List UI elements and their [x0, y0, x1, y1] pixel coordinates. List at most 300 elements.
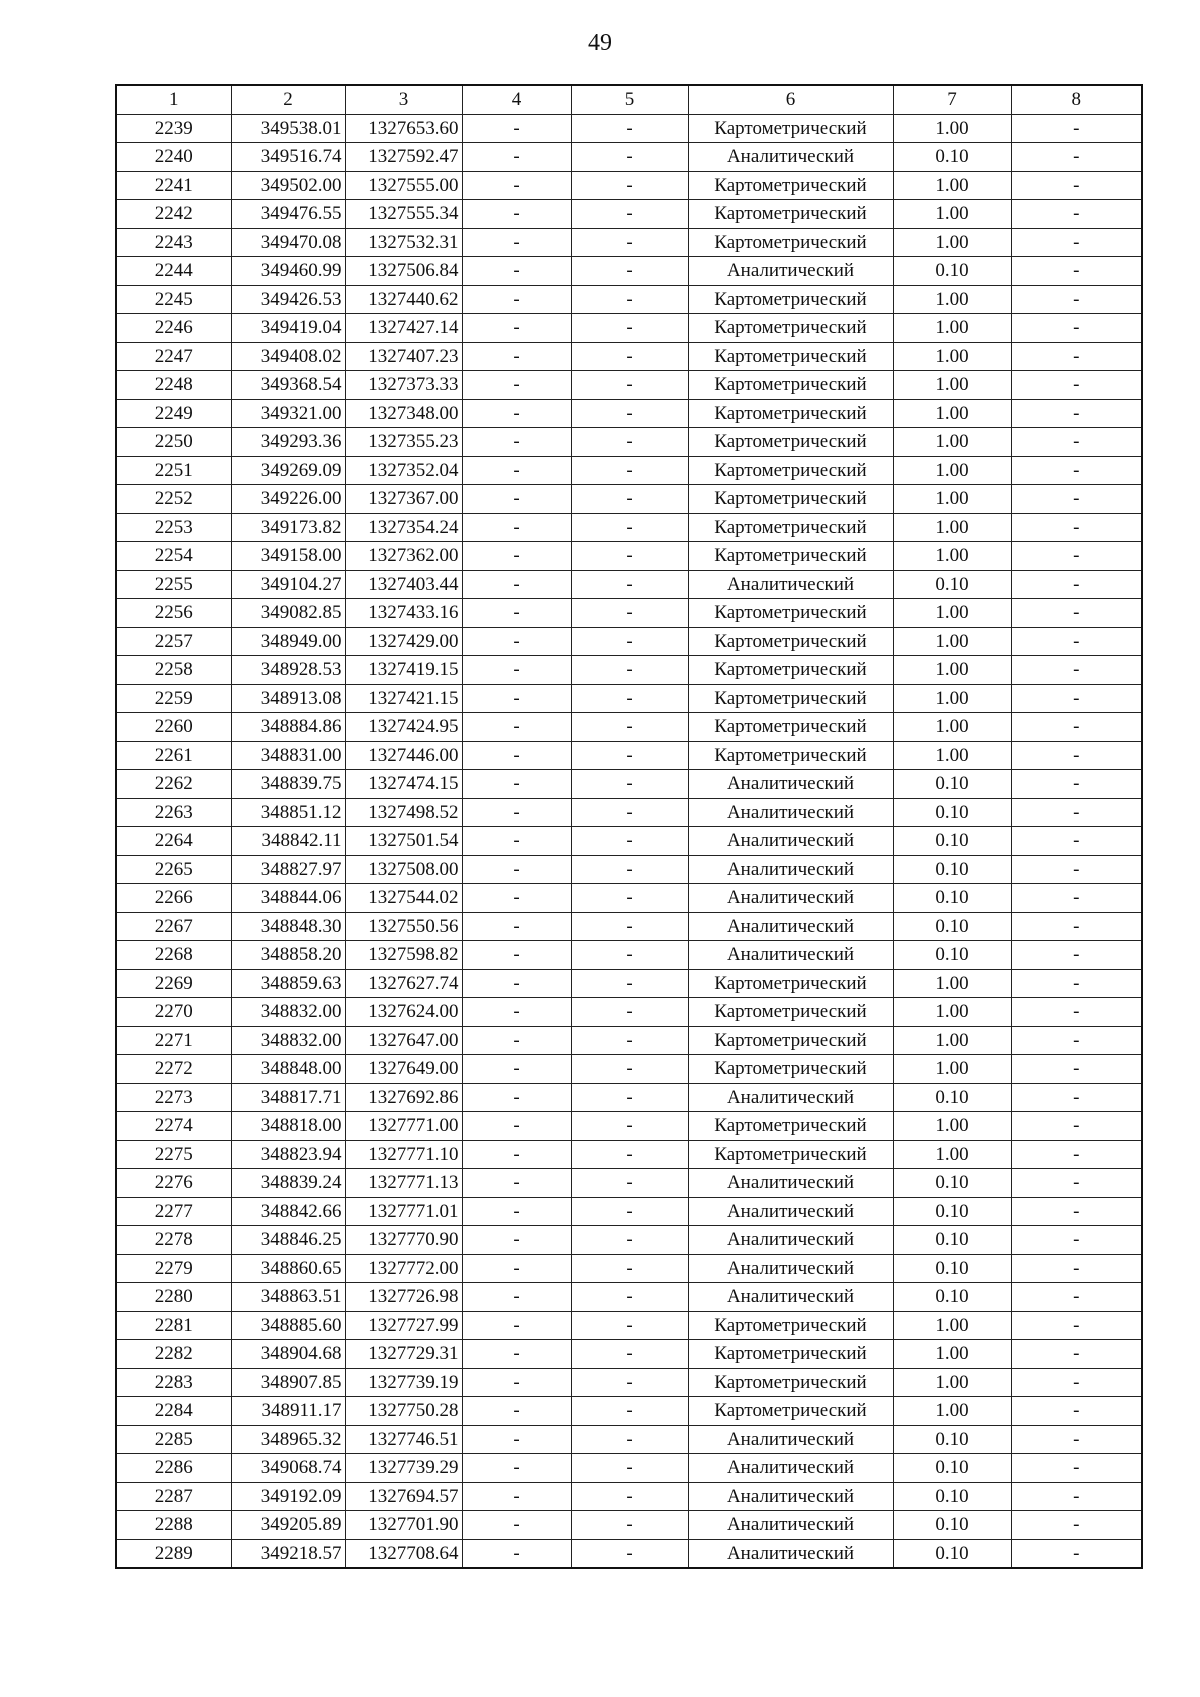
cell-coord-y: 1327701.90 [345, 1511, 462, 1540]
cell-method: Аналитический [688, 1197, 893, 1226]
cell-col-4: - [462, 827, 571, 856]
cell-col-8: - [1011, 1482, 1142, 1511]
cell-col-8: - [1011, 1055, 1142, 1084]
cell-coord-y: 1327532.31 [345, 228, 462, 257]
cell-col-5: - [571, 656, 688, 685]
cell-col-8: - [1011, 570, 1142, 599]
cell-accuracy: 1.00 [893, 428, 1011, 457]
cell-point-number: 2280 [116, 1283, 231, 1312]
cell-coord-y: 1327708.64 [345, 1539, 462, 1568]
cell-col-4: - [462, 342, 571, 371]
column-header-5: 5 [571, 85, 688, 114]
cell-coord-x: 348832.00 [231, 1026, 345, 1055]
table-row [116, 1083, 1142, 1112]
cell-point-number: 2282 [116, 1340, 231, 1369]
cell-col-4: - [462, 855, 571, 884]
cell-col-4: - [462, 1197, 571, 1226]
cell-accuracy: 0.10 [893, 1283, 1011, 1312]
cell-col-4: - [462, 285, 571, 314]
cell-point-number: 2239 [116, 114, 231, 143]
cell-method: Картометрический [688, 285, 893, 314]
cell-col-5: - [571, 143, 688, 172]
cell-coord-y: 1327427.14 [345, 314, 462, 343]
cell-coord-x: 348949.00 [231, 627, 345, 656]
cell-col-8: - [1011, 1454, 1142, 1483]
cell-coord-y: 1327598.82 [345, 941, 462, 970]
table-row [116, 941, 1142, 970]
cell-coord-x: 348823.94 [231, 1140, 345, 1169]
cell-method: Аналитический [688, 770, 893, 799]
cell-accuracy: 0.10 [893, 855, 1011, 884]
table-body [116, 114, 1142, 1568]
cell-coord-y: 1327772.00 [345, 1254, 462, 1283]
table-row [116, 998, 1142, 1027]
cell-col-4: - [462, 656, 571, 685]
cell-col-5: - [571, 741, 688, 770]
cell-method: Аналитический [688, 798, 893, 827]
cell-col-5: - [571, 1283, 688, 1312]
cell-col-4: - [462, 114, 571, 143]
cell-col-8: - [1011, 827, 1142, 856]
table-row [116, 513, 1142, 542]
cell-method: Аналитический [688, 1226, 893, 1255]
cell-col-8: - [1011, 741, 1142, 770]
cell-method: Картометрический [688, 171, 893, 200]
cell-point-number: 2254 [116, 542, 231, 571]
cell-point-number: 2246 [116, 314, 231, 343]
cell-col-5: - [571, 171, 688, 200]
cell-coord-y: 1327726.98 [345, 1283, 462, 1312]
cell-method: Картометрический [688, 114, 893, 143]
cell-accuracy: 1.00 [893, 969, 1011, 998]
cell-col-8: - [1011, 143, 1142, 172]
cell-col-4: - [462, 1368, 571, 1397]
cell-coord-y: 1327501.54 [345, 827, 462, 856]
cell-point-number: 2255 [116, 570, 231, 599]
cell-col-4: - [462, 798, 571, 827]
cell-method: Картометрический [688, 741, 893, 770]
cell-coord-x: 348913.08 [231, 684, 345, 713]
cell-col-8: - [1011, 171, 1142, 200]
cell-coord-y: 1327555.34 [345, 200, 462, 229]
cell-col-5: - [571, 570, 688, 599]
cell-point-number: 2268 [116, 941, 231, 970]
cell-coord-x: 348817.71 [231, 1083, 345, 1112]
cell-col-4: - [462, 456, 571, 485]
cell-coord-x: 348885.60 [231, 1311, 345, 1340]
cell-coord-x: 348858.20 [231, 941, 345, 970]
cell-point-number: 2249 [116, 399, 231, 428]
cell-accuracy: 0.10 [893, 1226, 1011, 1255]
column-header-4: 4 [462, 85, 571, 114]
cell-method: Картометрический [688, 1026, 893, 1055]
cell-coord-x: 348848.00 [231, 1055, 345, 1084]
cell-coord-y: 1327694.57 [345, 1482, 462, 1511]
cell-method: Картометрический [688, 314, 893, 343]
cell-col-4: - [462, 627, 571, 656]
cell-coord-y: 1327407.23 [345, 342, 462, 371]
cell-point-number: 2266 [116, 884, 231, 913]
cell-method: Картометрический [688, 1397, 893, 1426]
cell-method: Картометрический [688, 713, 893, 742]
cell-col-5: - [571, 1169, 688, 1198]
cell-col-4: - [462, 1169, 571, 1198]
table-row [116, 399, 1142, 428]
cell-coord-y: 1327750.28 [345, 1397, 462, 1426]
cell-col-8: - [1011, 884, 1142, 913]
cell-method: Аналитический [688, 570, 893, 599]
cell-coord-y: 1327727.99 [345, 1311, 462, 1340]
cell-col-4: - [462, 1283, 571, 1312]
cell-coord-x: 348818.00 [231, 1112, 345, 1141]
table-row [116, 656, 1142, 685]
cell-accuracy: 0.10 [893, 1454, 1011, 1483]
cell-col-5: - [571, 627, 688, 656]
cell-accuracy: 0.10 [893, 1539, 1011, 1568]
cell-coord-y: 1327653.60 [345, 114, 462, 143]
cell-point-number: 2276 [116, 1169, 231, 1198]
table-row [116, 1283, 1142, 1312]
cell-col-5: - [571, 941, 688, 970]
cell-col-4: - [462, 713, 571, 742]
cell-point-number: 2247 [116, 342, 231, 371]
cell-col-8: - [1011, 1083, 1142, 1112]
cell-coord-y: 1327550.56 [345, 912, 462, 941]
cell-col-5: - [571, 513, 688, 542]
table-row [116, 200, 1142, 229]
cell-col-5: - [571, 428, 688, 457]
cell-col-4: - [462, 513, 571, 542]
cell-coord-x: 348928.53 [231, 656, 345, 685]
cell-point-number: 2240 [116, 143, 231, 172]
table-row [116, 1169, 1142, 1198]
cell-coord-y: 1327544.02 [345, 884, 462, 913]
cell-method: Картометрический [688, 627, 893, 656]
cell-coord-x: 348863.51 [231, 1283, 345, 1312]
cell-coord-y: 1327421.15 [345, 684, 462, 713]
cell-col-8: - [1011, 998, 1142, 1027]
column-header-6: 6 [688, 85, 893, 114]
cell-col-4: - [462, 998, 571, 1027]
cell-col-8: - [1011, 513, 1142, 542]
table-row [116, 1026, 1142, 1055]
cell-col-5: - [571, 200, 688, 229]
table-row [116, 1311, 1142, 1340]
cell-col-8: - [1011, 1026, 1142, 1055]
cell-col-4: - [462, 1055, 571, 1084]
cell-coord-y: 1327424.95 [345, 713, 462, 742]
cell-coord-x: 349269.09 [231, 456, 345, 485]
cell-col-5: - [571, 1055, 688, 1084]
cell-point-number: 2260 [116, 713, 231, 742]
table-row [116, 570, 1142, 599]
cell-coord-x: 348831.00 [231, 741, 345, 770]
table-row [116, 1454, 1142, 1483]
cell-accuracy: 0.10 [893, 1197, 1011, 1226]
cell-point-number: 2274 [116, 1112, 231, 1141]
cell-coord-x: 348846.25 [231, 1226, 345, 1255]
table-row [116, 912, 1142, 941]
cell-accuracy: 1.00 [893, 1026, 1011, 1055]
cell-col-8: - [1011, 1311, 1142, 1340]
cell-coord-x: 348839.75 [231, 770, 345, 799]
cell-accuracy: 1.00 [893, 371, 1011, 400]
cell-method: Аналитический [688, 884, 893, 913]
table-row [116, 228, 1142, 257]
cell-col-4: - [462, 570, 571, 599]
table-row [116, 171, 1142, 200]
cell-coord-y: 1327506.84 [345, 257, 462, 286]
table-row [116, 314, 1142, 343]
cell-col-8: - [1011, 855, 1142, 884]
column-header-2: 2 [231, 85, 345, 114]
table-row [116, 428, 1142, 457]
cell-col-4: - [462, 143, 571, 172]
cell-coord-x: 348851.12 [231, 798, 345, 827]
cell-accuracy: 1.00 [893, 1368, 1011, 1397]
cell-coord-x: 348842.66 [231, 1197, 345, 1226]
cell-col-5: - [571, 770, 688, 799]
table-row [116, 627, 1142, 656]
cell-col-8: - [1011, 1226, 1142, 1255]
cell-accuracy: 1.00 [893, 998, 1011, 1027]
table-row [116, 1482, 1142, 1511]
cell-col-5: - [571, 1311, 688, 1340]
cell-col-8: - [1011, 599, 1142, 628]
cell-coord-y: 1327433.16 [345, 599, 462, 628]
cell-col-4: - [462, 314, 571, 343]
table-row [116, 1368, 1142, 1397]
cell-coord-x: 348907.85 [231, 1368, 345, 1397]
cell-col-5: - [571, 542, 688, 571]
cell-point-number: 2272 [116, 1055, 231, 1084]
cell-coord-x: 349293.36 [231, 428, 345, 457]
table-row [116, 542, 1142, 571]
cell-col-8: - [1011, 342, 1142, 371]
cell-method: Картометрический [688, 1055, 893, 1084]
cell-accuracy: 0.10 [893, 1482, 1011, 1511]
table-row [116, 1397, 1142, 1426]
cell-col-8: - [1011, 485, 1142, 514]
table-row [116, 1140, 1142, 1169]
cell-point-number: 2241 [116, 171, 231, 200]
cell-point-number: 2281 [116, 1311, 231, 1340]
cell-accuracy: 0.10 [893, 827, 1011, 856]
cell-col-8: - [1011, 627, 1142, 656]
table-row [116, 684, 1142, 713]
cell-col-5: - [571, 599, 688, 628]
cell-method: Аналитический [688, 1425, 893, 1454]
cell-coord-x: 349226.00 [231, 485, 345, 514]
cell-col-4: - [462, 257, 571, 286]
cell-method: Картометрический [688, 342, 893, 371]
cell-coord-y: 1327592.47 [345, 143, 462, 172]
cell-point-number: 2277 [116, 1197, 231, 1226]
cell-method: Картометрический [688, 998, 893, 1027]
cell-accuracy: 1.00 [893, 171, 1011, 200]
cell-col-8: - [1011, 941, 1142, 970]
cell-col-5: - [571, 713, 688, 742]
cell-coord-x: 349192.09 [231, 1482, 345, 1511]
cell-point-number: 2256 [116, 599, 231, 628]
cell-col-8: - [1011, 542, 1142, 571]
table-row [116, 1254, 1142, 1283]
cell-point-number: 2267 [116, 912, 231, 941]
table-row [116, 1112, 1142, 1141]
cell-coord-x: 349426.53 [231, 285, 345, 314]
cell-col-4: - [462, 1226, 571, 1255]
cell-col-8: - [1011, 257, 1142, 286]
cell-col-8: - [1011, 713, 1142, 742]
cell-col-4: - [462, 1397, 571, 1426]
table-row [116, 1055, 1142, 1084]
cell-accuracy: 1.00 [893, 627, 1011, 656]
cell-coord-y: 1327739.19 [345, 1368, 462, 1397]
cell-method: Аналитический [688, 1169, 893, 1198]
cell-method: Аналитический [688, 1454, 893, 1483]
cell-accuracy: 1.00 [893, 684, 1011, 713]
cell-accuracy: 1.00 [893, 656, 1011, 685]
cell-point-number: 2252 [116, 485, 231, 514]
cell-coord-y: 1327692.86 [345, 1083, 462, 1112]
cell-col-8: - [1011, 1112, 1142, 1141]
cell-coord-x: 348839.24 [231, 1169, 345, 1198]
cell-coord-y: 1327474.15 [345, 770, 462, 799]
cell-col-4: - [462, 684, 571, 713]
cell-col-4: - [462, 741, 571, 770]
column-header-3: 3 [345, 85, 462, 114]
cell-method: Аналитический [688, 143, 893, 172]
cell-col-5: - [571, 114, 688, 143]
cell-point-number: 2250 [116, 428, 231, 457]
cell-accuracy: 1.00 [893, 285, 1011, 314]
cell-coord-y: 1327355.23 [345, 428, 462, 457]
cell-coord-y: 1327429.00 [345, 627, 462, 656]
cell-accuracy: 0.10 [893, 143, 1011, 172]
cell-col-5: - [571, 855, 688, 884]
cell-coord-x: 349408.02 [231, 342, 345, 371]
table-row [116, 855, 1142, 884]
cell-accuracy: 1.00 [893, 456, 1011, 485]
table-row [116, 770, 1142, 799]
cell-accuracy: 1.00 [893, 713, 1011, 742]
cell-col-8: - [1011, 1425, 1142, 1454]
cell-accuracy: 1.00 [893, 741, 1011, 770]
cell-point-number: 2286 [116, 1454, 231, 1483]
cell-accuracy: 1.00 [893, 542, 1011, 571]
column-header-7: 7 [893, 85, 1011, 114]
cell-method: Аналитический [688, 912, 893, 941]
table-row [116, 1539, 1142, 1568]
cell-coord-x: 349538.01 [231, 114, 345, 143]
cell-col-4: - [462, 770, 571, 799]
cell-method: Картометрический [688, 1311, 893, 1340]
cell-accuracy: 0.10 [893, 770, 1011, 799]
cell-method: Аналитический [688, 1254, 893, 1283]
table-row [116, 1226, 1142, 1255]
cell-point-number: 2264 [116, 827, 231, 856]
cell-coord-y: 1327367.00 [345, 485, 462, 514]
cell-col-8: - [1011, 1197, 1142, 1226]
cell-coord-x: 348848.30 [231, 912, 345, 941]
cell-coord-x: 349470.08 [231, 228, 345, 257]
table-row [116, 1340, 1142, 1369]
cell-coord-x: 349082.85 [231, 599, 345, 628]
cell-accuracy: 1.00 [893, 228, 1011, 257]
cell-method: Картометрический [688, 428, 893, 457]
cell-col-5: - [571, 1197, 688, 1226]
cell-col-5: - [571, 1226, 688, 1255]
cell-accuracy: 1.00 [893, 1112, 1011, 1141]
cell-method: Аналитический [688, 941, 893, 970]
table-row [116, 342, 1142, 371]
cell-point-number: 2244 [116, 257, 231, 286]
cell-coord-x: 349205.89 [231, 1511, 345, 1540]
cell-accuracy: 0.10 [893, 884, 1011, 913]
cell-col-5: - [571, 485, 688, 514]
cell-point-number: 2279 [116, 1254, 231, 1283]
cell-col-5: - [571, 257, 688, 286]
cell-coord-y: 1327770.90 [345, 1226, 462, 1255]
cell-col-4: - [462, 599, 571, 628]
cell-col-8: - [1011, 684, 1142, 713]
cell-coord-x: 348844.06 [231, 884, 345, 913]
cell-point-number: 2285 [116, 1425, 231, 1454]
cell-col-5: - [571, 1026, 688, 1055]
cell-accuracy: 0.10 [893, 941, 1011, 970]
table-row [116, 599, 1142, 628]
cell-accuracy: 0.10 [893, 1254, 1011, 1283]
cell-method: Аналитический [688, 1482, 893, 1511]
cell-col-8: - [1011, 1254, 1142, 1283]
table-row [116, 827, 1142, 856]
cell-point-number: 2288 [116, 1511, 231, 1540]
cell-col-5: - [571, 285, 688, 314]
cell-method: Картометрический [688, 542, 893, 571]
cell-col-4: - [462, 1026, 571, 1055]
cell-method: Картометрический [688, 599, 893, 628]
cell-coord-y: 1327649.00 [345, 1055, 462, 1084]
cell-col-5: - [571, 1112, 688, 1141]
cell-point-number: 2263 [116, 798, 231, 827]
cell-method: Аналитический [688, 257, 893, 286]
cell-col-8: - [1011, 399, 1142, 428]
cell-coord-y: 1327362.00 [345, 542, 462, 571]
cell-col-8: - [1011, 1397, 1142, 1426]
cell-point-number: 2273 [116, 1083, 231, 1112]
cell-point-number: 2287 [116, 1482, 231, 1511]
cell-col-8: - [1011, 314, 1142, 343]
cell-method: Картометрический [688, 399, 893, 428]
cell-accuracy: 1.00 [893, 1340, 1011, 1369]
table-row [116, 114, 1142, 143]
cell-col-4: - [462, 1340, 571, 1369]
table-row [116, 143, 1142, 172]
cell-col-4: - [462, 228, 571, 257]
cell-accuracy: 1.00 [893, 114, 1011, 143]
cell-coord-x: 348832.00 [231, 998, 345, 1027]
cell-col-4: - [462, 542, 571, 571]
cell-coord-y: 1327771.10 [345, 1140, 462, 1169]
cell-point-number: 2242 [116, 200, 231, 229]
cell-coord-y: 1327373.33 [345, 371, 462, 400]
cell-coord-y: 1327624.00 [345, 998, 462, 1027]
cell-method: Аналитический [688, 1083, 893, 1112]
cell-col-4: - [462, 1425, 571, 1454]
cell-point-number: 2275 [116, 1140, 231, 1169]
cell-col-5: - [571, 1511, 688, 1540]
cell-accuracy: 0.10 [893, 1169, 1011, 1198]
